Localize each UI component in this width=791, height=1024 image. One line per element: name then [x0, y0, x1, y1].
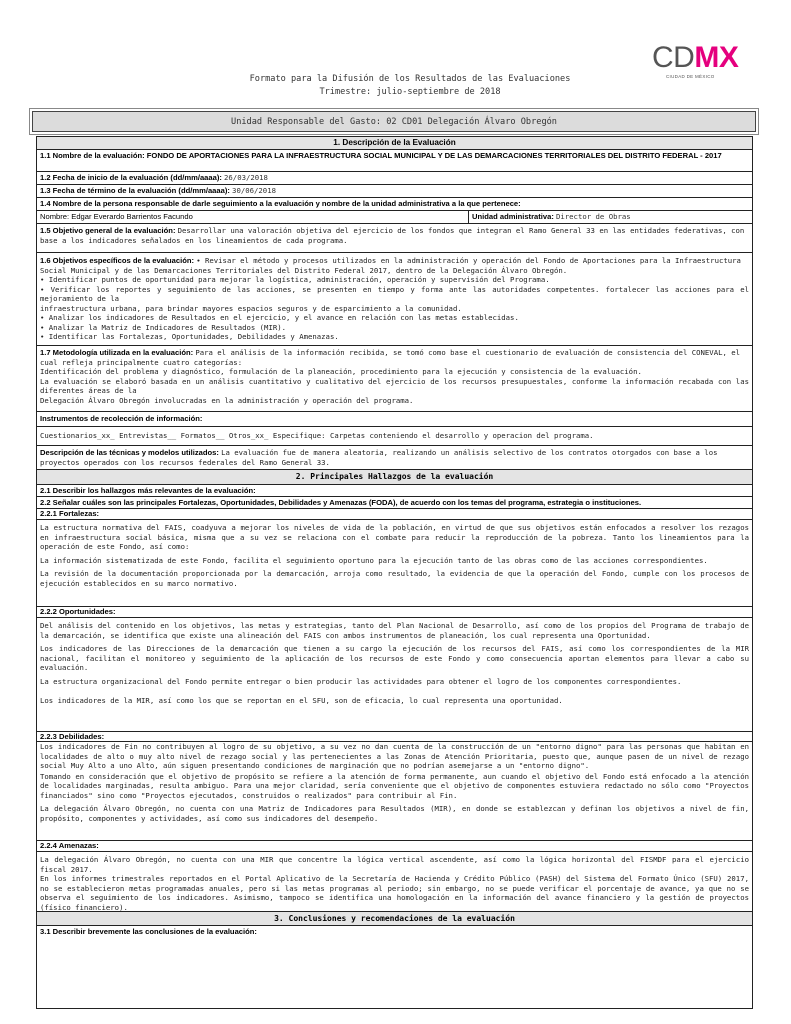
strength-paragraph: La estructura normativa del FAIS, coadyuva a mejorar los niveles de vida de la población, en virtud de que sus objetivos están enfocados a resolver los rezagos en infraestructura social básica, misma que a su vez se relaciona con el combate para reducir la reproducción de la pobreza. Tanto los lineamientos para la operación de este Fondo, así como:: [40, 523, 749, 551]
general-objective-row: [37, 224, 752, 253]
threat-paragraph: La delegación Álvaro Obregón, no cuenta con una MIR que concentre la lógica vertical ascendente, así como la lógica horizontal del FISMDF para el ejercicio fiscal 2017.: [40, 855, 749, 874]
section-3-heading: 3. Conclusiones y recomendaciones de la evaluación: [37, 912, 752, 926]
strengths-body: [37, 520, 752, 607]
specific-objectives-label: 1.6 Objetivos específicos de la evaluación:: [40, 256, 195, 265]
methodology-line: Delegación Álvaro Obregón involucradas en la administración y operación del programa.: [40, 395, 414, 405]
methodology-line: La evaluación se elaboró basada en un análisis cuantitativo y cualitativo del ejercicio de los recursos presupuestales, conforme la información recabada con las diferentes áreas de la: [40, 376, 749, 395]
responsible-person-label: 1.4 Nombre de la persona responsable de darle seguimiento a la evaluación y nombre de la unidad administrativa a la que pertenece:: [40, 199, 521, 208]
conclusions-label: 3.1 Describir brevemente las conclusiones de la evaluación:: [40, 927, 257, 936]
end-date-label: 1.3 Fecha de término de la evaluación (dd/mm/aaaa):: [40, 186, 230, 195]
findings-label: 2.1 Describir los hallazgos más relevantes de la evaluación:: [40, 486, 256, 495]
section-2-heading: 2. Principales Hallazgos de la evaluación: [37, 470, 752, 485]
general-objective-value: Desarrollar una valoración objetiva del ejercicio de los fondos que integran el Ramo General 33 en las entidades federativas, con base a los indicadores señalados en los lineamientos de cada programa.: [40, 226, 745, 245]
specific-objective-line: • Identificar puntos de oportunidad para mejorar la logística, administración, operación y supervisión del Programa.: [40, 275, 550, 284]
section-1-heading: 1. Descripción de la Evaluación: [37, 137, 752, 150]
threats-body: [37, 852, 752, 912]
start-date-label: 1.2 Fecha de inicio de la evaluación (dd/mm/aaaa):: [40, 173, 222, 182]
findings-question: [37, 485, 752, 497]
foda-question: [37, 497, 752, 509]
specific-objective-line: • Verificar los reportes y seguimiento de las acciones, se presenten en tiempo y forma ante las autoridades competentes. fortalecer las acciones para el mejoramiento de la: [40, 284, 749, 303]
weakness-paragraph: Los indicadores de Fin no contribuyen al logro de su objetivo, a su vez no dan cuenta de la construcción de un "entorno digno" para las personas que habitan en localidades de alto o muy alto nivel de rezago social y las pertenecientes a las Zonas de Atención Prioritaria, puesto que, aunque pasen de un nivel de rezago social Muy Alto a uno Alto, aún siguen presentando condiciones de marginación que no podrían asemejarse a un "entorno digno".: [40, 742, 749, 770]
opportunities-label: 2.2.2 Oportunidades:: [40, 607, 116, 616]
specific-objective-line: • Revisar el método y procesos utilizados en la administración y operación del Fondo de Aportaciones para la Infraestructura Social Municipal y de las Demarcaciones Territoriales del Distrito Federal 2017, dentro de la Delegación Álvaro Obregón.: [40, 256, 741, 275]
logo-cd: CD: [652, 41, 695, 74]
weaknesses-label: 2.2.3 Debilidades:: [40, 732, 105, 741]
document-title: Formato para la Difusión de los Resultados de las Evaluaciones: [249, 74, 571, 84]
responsible-person-heading: [37, 198, 752, 211]
person-name-cell: [37, 211, 469, 223]
methodology-line: Para el análisis de la información recibida, se tomó como base el cuestionario de evaluación de consistencia del CONEVAL, el cual refleja principalmente cuatro categorías:: [40, 348, 741, 367]
responsible-unit-box: [32, 111, 756, 132]
instruments-label: Instrumentos de recolección de información:: [40, 414, 203, 423]
cdmx-logo: [652, 43, 744, 91]
techniques-label: Descripción de las técnicas y modelos utilizados:: [40, 448, 219, 457]
conclusions-question: [37, 926, 752, 938]
start-date-row: [37, 172, 752, 185]
strengths-label: 2.2.1 Fortalezas:: [40, 509, 100, 518]
weaknesses-body: [37, 742, 752, 841]
specific-objective-line: • Analizar los indicadores de Resultados en el ejercicio, y el avance en relación con las metas establecidas.: [40, 313, 519, 322]
specific-objective-line: • Analizar la Matriz de Indicadores de Resultados (MIR).: [40, 322, 287, 332]
methodology-row: [37, 346, 752, 412]
instruments-heading: [37, 412, 752, 427]
threat-paragraph: En los informes trimestrales reportados en el Portal Aplicativo de la Secretaría de Hacienda y Crédito Público (PASH) del Sistema del Formato Único (SFU) 2017, no se establecieron metas programadas anuales, pero si las metas programas al periodo; sin embargo, no se puede verificar el porcentaje de avance, ya que no se observa el seguimiento de los indicadores. Asimismo, tampoco se identifica una homologación en la información del avance financiero y la gestión de proyectos (físico financiero).: [40, 874, 749, 912]
methodology-label: 1.7 Metodología utilizada en la evaluación:: [40, 348, 194, 357]
weakness-paragraph: Tomando en consideración que el objetivo de propósito se refiere a la atención de forma permanente, aun cuando el objetivo del Fondo está enfocado a la atención de localidades marginadas, resulta ambiguo. Para una mejor claridad, sería conveniente que el objetivo de componentes estuviera redactado no sólo como "Proyectos financiados" sino como "Proyectos ejecutados, construidos o realizados" para contribuir al Fin.: [40, 771, 749, 800]
end-date-row: [37, 185, 752, 198]
techniques-row: [37, 446, 752, 470]
strengths-heading: [37, 509, 752, 520]
document-period: Trimestre: julio-septiembre de 2018: [319, 87, 501, 97]
logo-subtitle: CIUDAD DE MÉXICO: [666, 74, 715, 79]
admin-unit-value: Director de Obras: [555, 212, 631, 221]
opportunity-paragraph: Los indicadores de las Direcciones de la demarcación que tienen a su cargo la ejecución de los recursos del FAIS, así como los correspondientes de la MIR nacional, facilitan el monitoreo y seguimiento de la aplicación de los recursos de este Fondo y como consecuencia aportan elementos para llevar a cabo su evaluación.: [40, 644, 749, 672]
strength-paragraph: La información sistematizada de este Fondo, facilita el seguimiento oportuno para la ejecución tanto de las obras como de las acciones correspondientes.: [40, 555, 708, 565]
techniques-value: La evaluación fue de manera aleatoria, realizando un análisis selectivo de los contratos otorgados con base a los proyectos operados con los recursos federales del Ramo General 33.: [40, 448, 718, 467]
logo-mx: MX: [694, 41, 739, 74]
start-date-value: 26/03/2018: [224, 173, 268, 182]
opportunity-paragraph: Los indicadores de la MIR, así como los que se reportan en el SFU, son de eficacia, lo cual representa una oportunidad.: [40, 696, 563, 705]
methodology-line: Identificación del problema y diagnóstico, formulación de la planeación, procedimiento para la ejecución y consistencia de la evaluación.: [40, 367, 642, 376]
admin-unit-label: Unidad administrativa:: [472, 212, 554, 221]
person-name-value: Edgar Everardo Barrientos Facundo: [71, 212, 193, 221]
instruments-value: Cuestionarios_xx_ Entrevistas__ Formatos__ Otros_xx_ Especifique: Carpetas conteniendo el desarrollo y operacion del programa.: [40, 431, 594, 440]
general-objective-label: 1.5 Objetivo general de la evaluación:: [40, 226, 176, 235]
specific-objectives-row: [37, 253, 752, 346]
weakness-paragraph: La delegación Álvaro Obregón, no cuenta con una Matriz de Indicadores para Resultados (MIR), en donde se establezcan y definan los objetivos a nivel de fin, propósito, componentes y actividades, así como sus indicadores del desempeño.: [40, 804, 749, 823]
admin-unit-cell: [469, 211, 752, 223]
evaluation-form: [36, 136, 753, 1009]
opportunity-paragraph: La estructura organizacional del Fondo permite entregar o bien producir las actividades para obtener el logro de los componentes correspondientes.: [40, 676, 682, 686]
evaluation-name-value: FONDO DE APORTACIONES PARA LA INFRAESTRUCTURA SOCIAL MUNICIPAL Y DE LAS DEMARCACIONES TERRITORIALES DEL DISTRITO FEDERAL - 2017: [146, 151, 722, 160]
opportunities-heading: [37, 607, 752, 618]
foda-label: 2.2 Señalar cuáles son las principales Fortalezas, Oportunidades, Debilidades y Amenazas (FODA), de acuerdo con los temas del programa, estrategia o instituciones.: [40, 498, 642, 507]
specific-objective-line: • Identificar las Fortalezas, Oportunidades, Debilidades y Amenazas.: [40, 332, 339, 341]
weaknesses-heading: [37, 732, 752, 742]
strength-paragraph: La revisión de la documentación proporcionada por la demarcación, arroja como resultado, la evidencia de que la operación del Fondo, cumple con los procesos de ejecución establecidos en su marco normativo.: [40, 569, 749, 588]
responsible-unit: Unidad Responsable del Gasto: 02 CD01 Delegación Álvaro Obregón: [231, 117, 557, 127]
instruments-row: [37, 427, 752, 446]
evaluation-name-label: 1.1 Nombre de la evaluación:: [40, 151, 145, 160]
end-date-value: 30/06/2018: [232, 186, 276, 195]
evaluation-name-row: [37, 150, 752, 172]
threats-heading: [37, 841, 752, 852]
threats-label: 2.2.4 Amenazas:: [40, 841, 99, 850]
opportunities-body: [37, 618, 752, 732]
person-name-label: Nombre:: [40, 212, 70, 221]
responsible-person-row: [37, 211, 752, 224]
opportunity-paragraph: Del análisis del contenido en los objetivos, las metas y estrategias, tanto del Plan Nacional de Desarrollo, así como de los propios del Programa de trabajo de la demarcación, se identifica que existe una alineación del FAIS con ambos instrumentos de planeación, los cual representa una Oportunidad.: [40, 621, 749, 640]
specific-objective-line: infraestructura urbana, para brindar mayores espacios seguros y de esparcimiento a la comunidad.: [40, 303, 462, 313]
